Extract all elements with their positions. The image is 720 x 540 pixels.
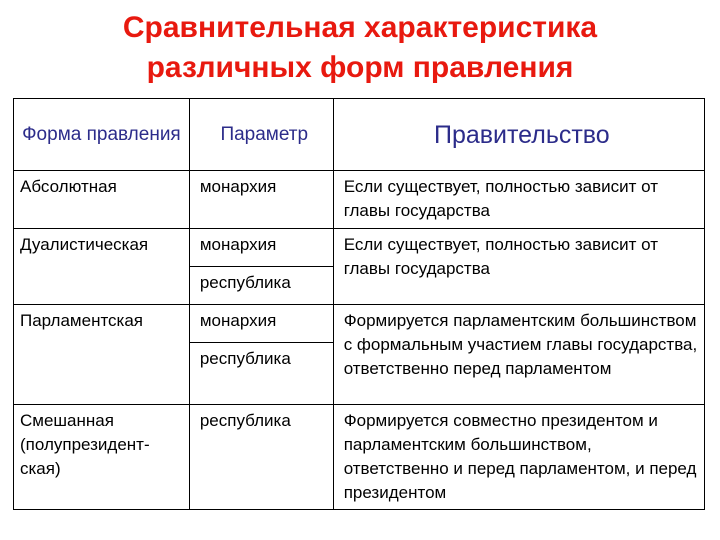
param-cell: монархия: [189, 171, 333, 229]
table-row: [14, 229, 705, 267]
form-cell: Дуалистическая: [14, 229, 190, 305]
form-cell: Абсолютная: [14, 171, 190, 229]
param-cell: республика: [189, 405, 333, 510]
table-row: [14, 405, 705, 510]
header-form: Форма правления: [14, 99, 190, 171]
param-cell: республика: [189, 267, 333, 305]
table-header-row: [14, 99, 705, 171]
param-cell: республика: [189, 343, 333, 405]
title-line-2: различных форм правления: [146, 51, 574, 84]
gov-cell: Если существует, полностью зависит от главы государства: [333, 229, 704, 305]
param-cell: монархия: [189, 305, 333, 343]
table-row: [14, 305, 705, 343]
title-line-1: Сравнительная характеристика: [122, 11, 598, 44]
gov-cell: Если существует, полностью зависит от главы государства: [333, 171, 704, 229]
param-cell: монархия: [189, 229, 333, 267]
slide-title: [0, 8, 720, 88]
table-row: [14, 171, 705, 229]
header-gov: Правительство: [333, 99, 704, 171]
comparison-table: [13, 98, 705, 510]
header-param: Параметр: [189, 99, 333, 171]
gov-cell: Формируется совместно президентом и парламентским большинством, ответственно и перед парламентом, и перед президентом: [333, 405, 704, 510]
gov-cell: Формируется парламентским большинством с формальным участием главы государства, ответственно перед парламентом: [333, 305, 704, 405]
form-cell: Смешанная (полупрезидент-ская): [14, 405, 190, 510]
form-cell: Парламентская: [14, 305, 190, 405]
